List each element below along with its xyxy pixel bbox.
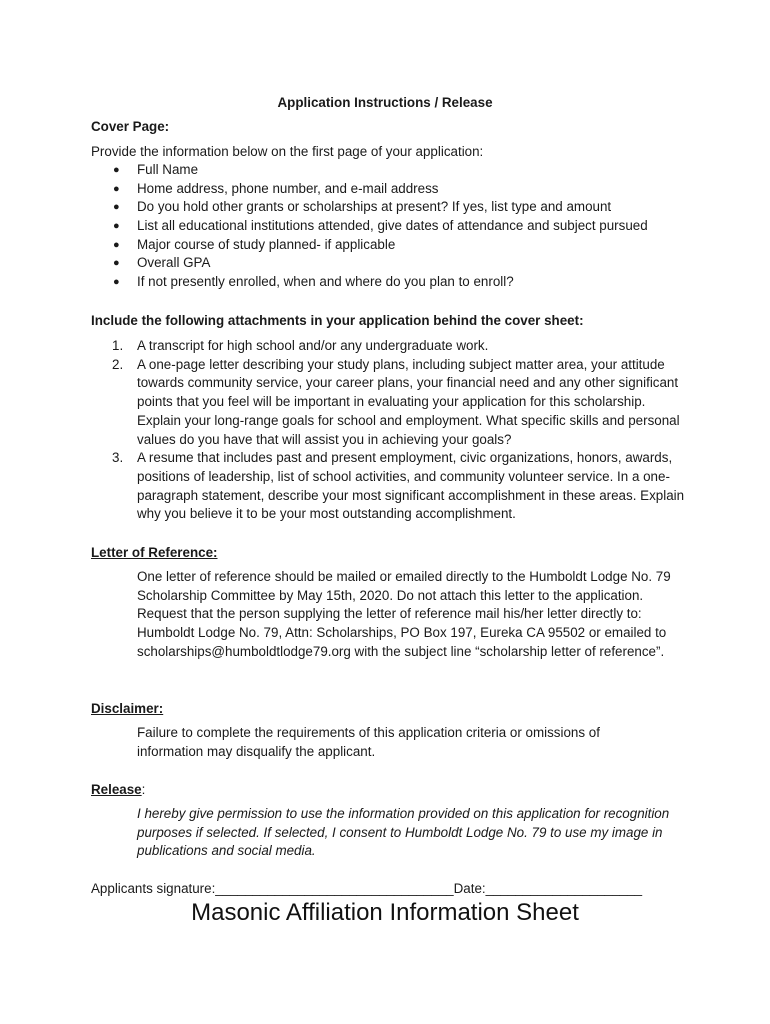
cover-page-list	[91, 161, 648, 292]
list-item: ● List all educational institutions attended, give dates of attendance and subject pursued	[91, 217, 648, 236]
bullet-icon: ●	[113, 182, 120, 195]
attachments-list	[91, 337, 691, 524]
document-title: Application Instructions / Release	[277, 95, 493, 110]
bullet-icon: ●	[113, 238, 120, 251]
signature-line: Applicants signature:________________________________Date:_____________________	[91, 881, 643, 896]
bullet-icon: ●	[113, 201, 120, 214]
list-item: ● Overall GPA	[91, 254, 648, 273]
bullet-icon: ●	[113, 164, 120, 176]
list-item	[91, 337, 691, 356]
reference-body: One letter of reference should be mailed or emailed directly to the Humboldt Lodge No. 79 Scholarship Committee by May 15th, 2020. Do not attach this letter to the application. Request that the person supplying the letter of reference mail his/her letter directly to: Humboldt Lodge No. 79, Attn: Scholarships, PO Box 197, Eureka CA 95502 or emailed to scholarships@humboldtlodge79.org with the subject line “scholarship letter of reference”.	[137, 569, 671, 659]
attachments-heading: Include the following attachments in your application behind the cover sheet:	[91, 313, 584, 328]
list-item-text: A one-page letter describing your study plans, including subject matter area, your attitude towards community service, your career plans, your financial need and any other significant points that you feel will be important in evaluating your application for this scholarship. Explain your long-range goals for school and employment. What specific skills and personal values do you have that will assist you in achieving your goals?	[137, 356, 680, 447]
disclaimer-body: Failure to complete the requirements of this application criteria or omissions of information may disqualify the applicant.	[137, 725, 600, 759]
list-item	[91, 356, 691, 450]
release-body: I hereby give permission to use the information provided on this application for recognition purposes if selected. If selected, I consent to Humboldt Lodge No. 79 to use my image in publications and social media.	[137, 806, 670, 859]
bullet-icon: ●	[113, 220, 120, 233]
list-item: ● Home address, phone number, and e-mail address	[91, 180, 648, 199]
bullet-icon: ●	[113, 257, 120, 270]
list-number: 3.	[112, 450, 124, 466]
release-heading: Release:	[91, 782, 146, 797]
reference-heading: Letter of Reference:	[91, 545, 218, 560]
list-item-text: A resume that includes past and present employment, civic organizations, honors, awards, positions of leadership, list of school activities, and community volunteer service. In a one-paragraph statement, describe your most significant accomplishment in these areas. Explain why you believe it to be your most outstanding accomplishment.	[137, 450, 685, 522]
list-item: ● Major course of study planned- if applicable	[91, 236, 648, 255]
list-number: 2.	[112, 356, 124, 372]
list-item	[91, 449, 691, 524]
release-heading-text: Release	[91, 782, 142, 797]
affiliation-title: Masonic Affiliation Information Sheet	[191, 899, 579, 926]
disclaimer-heading: Disclaimer:	[91, 701, 164, 716]
bullet-icon: ●	[113, 276, 120, 289]
list-item: ● Do you hold other grants or scholarships at present? If yes, list type and amount	[91, 198, 648, 217]
list-item-text: A transcript for high school and/or any undergraduate work.	[137, 338, 489, 353]
cover-page-intro: Provide the information below on the first page of your application:	[91, 144, 484, 159]
list-number: 1.	[112, 338, 124, 353]
cover-page-heading: Cover Page:	[91, 119, 170, 134]
list-item: ● If not presently enrolled, when and where do you plan to enroll?	[91, 273, 648, 292]
list-item: ● Full Name	[91, 161, 648, 180]
